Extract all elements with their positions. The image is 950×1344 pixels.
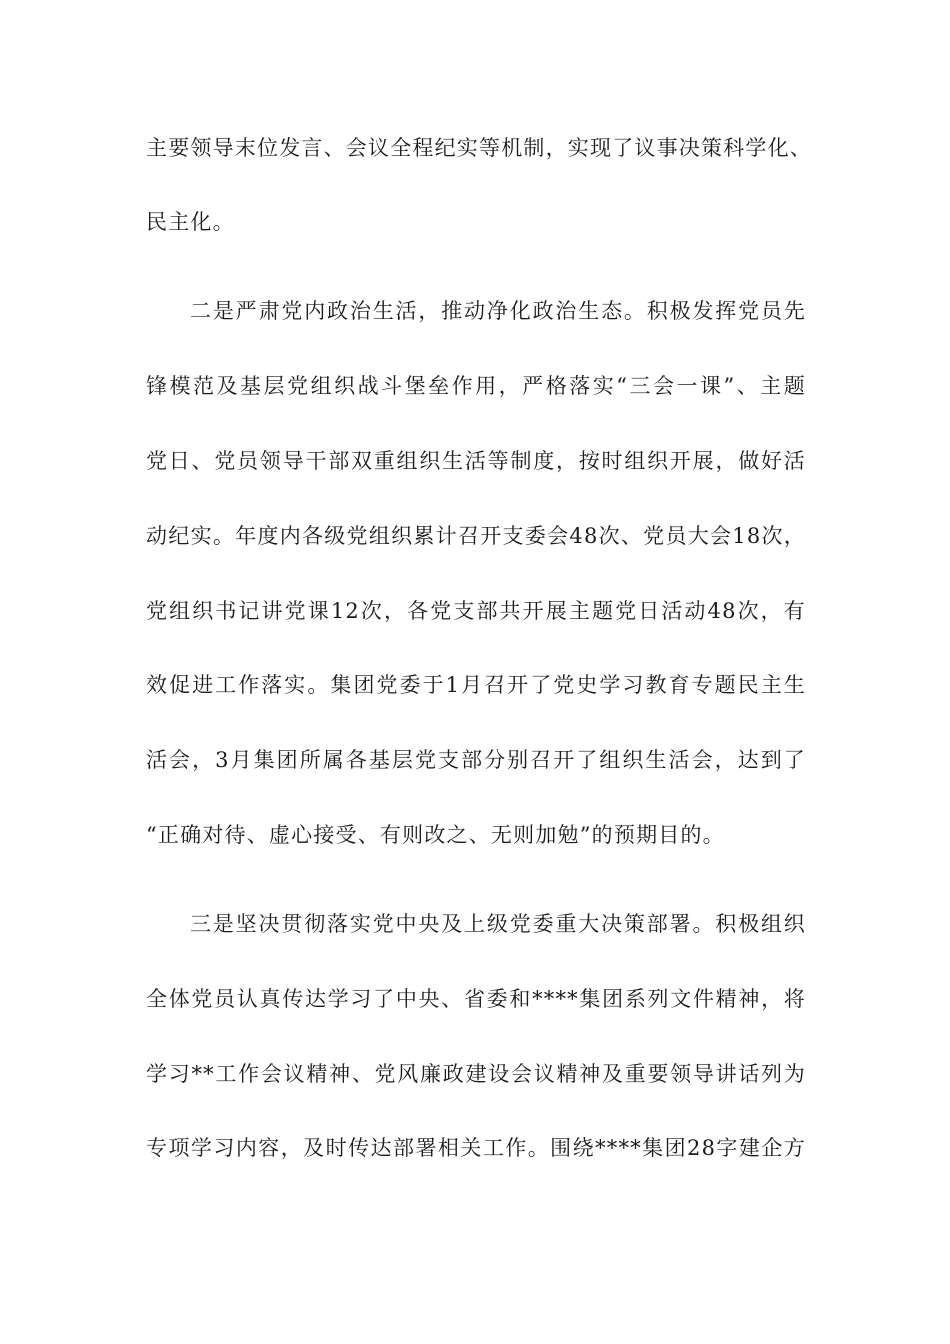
paragraph-start-line: 二是严肃党内政治生活，推动净化政治生态。积极发挥党员先 <box>190 299 806 323</box>
text-line: 主要领导末位发言、会议全程纪实等机制，实现了议事决策科学化、 <box>146 136 812 160</box>
text-line: 专项学习内容，及时传达部署相关工作。围绕****集团28字建企方 <box>146 1136 806 1160</box>
text-line: 锋模范及基层党组织战斗堡垒作用，严格落实“三会一课”、主题 <box>146 374 806 398</box>
text-line: 全体党员认真传达学习了中央、省委和****集团系列文件精神，将 <box>146 987 806 1011</box>
text-line: 党组织书记讲党课12次，各党支部共开展主题党日活动48次，有 <box>146 599 806 623</box>
paragraph-start-line: 三是坚决贯彻落实党中央及上级党委重大决策部署。积极组织 <box>190 912 806 936</box>
text-line: 活会，3月集团所属各基层党支部分别召开了组织生活会，达到了 <box>146 748 806 772</box>
text-line: “正确对待、虚心接受、有则改之、无则加勉”的预期目的。 <box>146 823 725 847</box>
text-line: 民主化。 <box>146 210 235 234</box>
text-line: 动纪实。年度内各级党组织累计召开支委会48次、党员大会18次， <box>146 524 806 548</box>
text-line: 学习**工作会议精神、党风廉政建设会议精神及重要领导讲话列为 <box>146 1062 806 1086</box>
text-line: 党日、党员领导干部双重组织生活等制度，按时组织开展，做好活 <box>146 449 806 473</box>
text-line: 效促进工作落实。集团党委于1月召开了党史学习教育专题民主生 <box>146 673 806 697</box>
